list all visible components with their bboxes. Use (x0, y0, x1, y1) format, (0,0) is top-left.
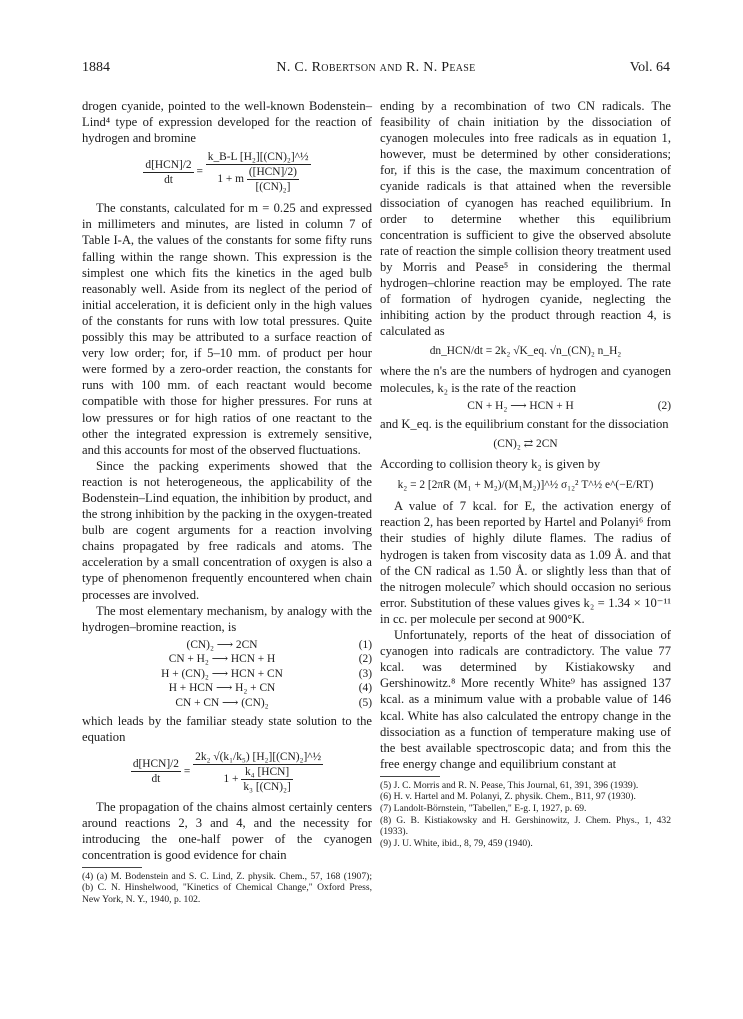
reaction-2: CN + H₂ ⟶ HCN + H (2) (467, 399, 671, 412)
footnote: (5) J. C. Morris and R. N. Pease, This Journal, 61, 391, 396 (1939). (380, 779, 639, 791)
paragraph: According to collision theory k₂ is given by (380, 457, 601, 472)
paragraph: The most elementary mechanism, by analogy with the hydrogen–bromine reaction, is (82, 603, 372, 634)
volume-number: Vol. 64 (629, 60, 670, 75)
mechanism-step: H + (CN)₂ ⟶ HCN + CN (3) (161, 667, 372, 680)
paragraph: and K_eq. is the equilibrium constant for the dissociation (380, 417, 669, 432)
page-header (82, 60, 670, 80)
paragraph: Unfortunately, reports of the heat of dissociation of cyanogen into radicals are contradictory. The value 77 kcal. was determined by Kistiakowsky and Gershinowitz.⁸ More recently White⁹ has assigned 137 kcal. as a minimum value with a probable value of 146 kcal. White has also calculated the entropy change in the dissociation as a function of temperature making use of the best available spectroscopic data; and from this the free energy change and equilibrium constant at (380, 628, 671, 771)
footnote: (9) J. U. White, ibid., 8, 79, 459 (1940). (380, 837, 533, 849)
paragraph: where the n's are the numbers of hydrogen and cyanogen molecules, k₂ is the rate of the reaction (380, 364, 671, 395)
paragraph: Since the packing experiments showed that the reaction is not heterogeneous, the applicability of the Bodenstein–Lind equation, the inhibition by product, and the strong inhibition by the packing in the oxygen-treated bulb are cogent arguments for a reaction involving chains propagated by free radicals and atoms. The acceleration by a small concentration of oxygen is also a type of phenomenon frequently encountered when chain processes are involved. (82, 458, 372, 602)
paragraph: The propagation of the chains almost certainly centers around reactions 2, 3 and 4, and the necessity for introducing the one-half power of the cyanogen concentration is good evidence for chain (82, 799, 372, 862)
paragraph: The constants, calculated for m = 0.25 and expressed in millimeters and minutes, are listed in column 7 of Table I-A, the values of the constants for some fifty runs falling within the range shown. This expression is the simplest one which fits the kinetics in the aged bulb reasonably well. Aside from its neglect of the period of initial acceleration, it is deficient only in the high values of the constants for runs with low total pressures. Quite possibly this may be attributed to a surface reaction of very low order; for, if 5–10 mm. of product per hour were formed by a zero-order reaction, the constants for runs with 100 mm. of each reactant would become compatible with those for higher pressures. For runs at low pressures or for high ratios of one reactant to the other the integrated expression is extremely sensitive, and this accounts for most of the observed fluctuations. (82, 201, 372, 457)
footnote: (8) G. B. Kistiakowsky and H. Gershinowitz, J. Chem. Phys., 1, 432 (1933). (380, 814, 671, 838)
dissociation-equation: (CN)₂ ⇄ 2CN (493, 438, 558, 451)
footnote: (6) H. v. Hartel and M. Polanyi, Z. physik. Chem., B11, 97 (1930). (380, 791, 636, 803)
mechanism-step: CN + H₂ ⟶ HCN + H (2) (168, 653, 372, 666)
mechanism-step: H + HCN ⟶ H₂ + CN (4) (168, 682, 372, 695)
running-title: N. C. Robertson and R. N. Pease (276, 60, 476, 75)
paragraph: A value of 7 kcal. for E, the activation energy of reaction 2, has been reported by Hartel and Polanyi⁶ from their studies of highly dilute flames. The radius of hydrogen is taken from viscosity data as 1.09 Å. and that of the CN radical as 1.50 Å. or slightly less than that of the nitrogen molecule⁷ which should occasion no serious error. Substitution of these values gives k₂ = 1.34 × 10⁻¹¹ in cc. per molecule per second at 900°K. (380, 499, 671, 626)
rate-equation: dn_HCN/dt = 2k₂ √K_eq. √n_(CN)₂ n_H₂ (429, 345, 622, 358)
footnote: (4) (a) M. Bodenstein and S. C. Lind, Z. physik. Chem., 57, 168 (1907); (b) C. N. Hinshelwood, "Kinetics of Chemical Change," Oxford Press, New York, N. Y., 1940, p. 102. (82, 870, 372, 906)
bodenstein-lind-equation: $\frac{\text{d[HCN]/2}}{dt}$ = k_B-L [H₂][(CN)₂]^½ 1 + m $\frac{\text{([HCN]/2)}}{\text{[(CN)₂]}}$ (145, 151, 309, 194)
left-column (82, 98, 372, 906)
page-number: 1884 (82, 60, 110, 75)
footnote-rule (380, 776, 440, 777)
paragraph: which leads by the familiar steady state solution to the equation (82, 714, 372, 745)
paragraph: drogen cyanide, pointed to the well-known Bodenstein–Lind⁴ type of expression developed for the reaction of hydrogen and bromine (82, 99, 372, 146)
footnote-rule (82, 867, 142, 868)
right-column (380, 98, 671, 849)
collision-theory-equation: k₂ = 2 [2πR (M₁ + M₂)/(M₁M₂)]^½ σ₁₂² T^½ e^(−E/RT) (397, 479, 654, 492)
footnote: (7) Landolt-Börnstein, "Tabellen," E-g. I, 1927, p. 69. (380, 803, 587, 815)
mechanism-list (82, 638, 372, 711)
mechanism-step: CN + CN ⟶ (CN)₂ (5) (175, 696, 372, 709)
paragraph: ending by a recombination of two CN radicals. The feasibility of chain initiation by the dissociation of cyanogen molecules into free radicals as in equation 1, however, must be determined by other considerations; for, if this is the case, the maximum concentration of cyanide radicals is that attained when the reversible dissociation of cyanogen has reached equilibrium. In order to determine whether this equilibrium concentration is sufficient to give the observed absolute rate of reaction the simple collision theory treatment used by Morris and Pease⁵ in considering the thermal hydrogen–chlorine reaction may be employed. The rate of formation of hydrogen cyanide, neglecting the inhibiting action by the product through reaction 4, is calculated as (380, 99, 671, 339)
steady-state-equation: $\frac{\text{d[HCN]/2}}{dt}$ = 2k₂ √(k₁/k₅) [H₂][(CN)₂]^½ 1 + $\frac{\text{k₄ [HCN]}}{\text{k₃ [(CN)₂]}}$ (132, 750, 322, 793)
mechanism-step: (CN)₂ ⟶ 2CN (1) (186, 638, 372, 651)
